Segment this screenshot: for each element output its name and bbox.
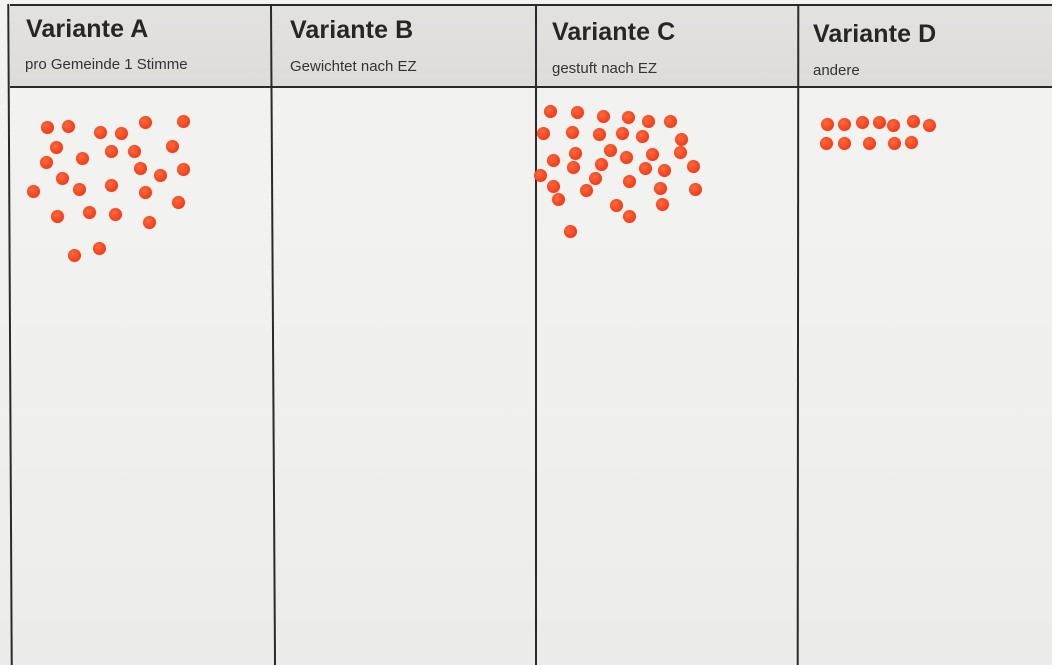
vote-sticker-dot: [658, 164, 671, 177]
vote-sticker-dot: [654, 182, 667, 195]
vote-sticker-dot: [580, 184, 593, 197]
column-c-subtitle: gestuft nach EZ: [552, 60, 658, 77]
vote-sticker-dot: [821, 118, 834, 131]
vote-sticker-dot: [656, 198, 669, 211]
vote-sticker-dot: [863, 137, 876, 150]
vote-sticker-dot: [83, 206, 96, 219]
column-divider-2: [535, 4, 537, 665]
vote-sticker-dot: [616, 127, 629, 140]
vote-sticker-dot: [166, 140, 179, 153]
vote-sticker-dot: [838, 118, 851, 131]
column-divider-3: [797, 4, 800, 665]
vote-sticker-dot: [838, 137, 851, 150]
vote-sticker-dot: [636, 130, 649, 143]
column-a-title: Variante A: [26, 15, 149, 43]
vote-sticker-dot: [664, 115, 677, 128]
column-b-title: Variante B: [290, 16, 414, 44]
vote-sticker-dot: [687, 160, 700, 173]
vote-sticker-dot: [139, 116, 152, 129]
vote-sticker-dot: [567, 161, 580, 174]
vote-sticker-dot: [177, 163, 190, 176]
top-border-line: [10, 4, 1052, 6]
vote-sticker-dot: [593, 128, 606, 141]
vote-sticker-dot: [128, 145, 141, 158]
vote-sticker-dot: [537, 127, 550, 140]
vote-sticker-dot: [623, 175, 636, 188]
vote-sticker-dot: [604, 144, 617, 157]
vote-sticker-dot: [639, 162, 652, 175]
header-divider-line: [10, 86, 1052, 88]
vote-sticker-dot: [646, 148, 659, 161]
vote-sticker-dot: [154, 169, 167, 182]
vote-sticker-dot: [571, 106, 584, 119]
vote-sticker-dot: [105, 145, 118, 158]
vote-sticker-dot: [597, 110, 610, 123]
vote-sticker-dot: [623, 210, 636, 223]
vote-sticker-dot: [93, 242, 106, 255]
vote-sticker-dot: [887, 119, 900, 132]
vote-sticker-dot: [534, 169, 547, 182]
column-d-subtitle: andere: [813, 62, 860, 79]
column-c-title: Variante C: [552, 18, 676, 46]
vote-sticker-dot: [62, 120, 75, 133]
vote-sticker-dot: [552, 193, 565, 206]
vote-sticker-dot: [905, 136, 918, 149]
vote-sticker-dot: [51, 210, 64, 223]
vote-sticker-dot: [73, 183, 86, 196]
vote-sticker-dot: [143, 216, 156, 229]
vote-sticker-dot: [94, 126, 107, 139]
vote-sticker-dot: [40, 156, 53, 169]
vote-sticker-dot: [76, 152, 89, 165]
vote-sticker-dot: [888, 137, 901, 150]
vote-sticker-dot: [172, 196, 185, 209]
vote-sticker-dot: [177, 115, 190, 128]
vote-sticker-dot: [547, 154, 560, 167]
column-a-subtitle: pro Gemeinde 1 Stimme: [25, 56, 188, 73]
column-b-subtitle: Gewichtet nach EZ: [290, 58, 417, 75]
vote-sticker-dot: [56, 172, 69, 185]
vote-sticker-dot: [620, 151, 633, 164]
vote-sticker-dot: [610, 199, 623, 212]
vote-sticker-dot: [105, 179, 118, 192]
vote-sticker-dot: [674, 146, 687, 159]
vote-sticker-dot: [873, 116, 886, 129]
vote-sticker-dot: [595, 158, 608, 171]
vote-sticker-dot: [907, 115, 920, 128]
vote-sticker-dot: [27, 185, 40, 198]
vote-sticker-dot: [547, 180, 560, 193]
vote-sticker-dot: [566, 126, 579, 139]
vote-sticker-dot: [589, 172, 602, 185]
vote-sticker-dot: [544, 105, 557, 118]
vote-sticker-dot: [109, 208, 122, 221]
vote-sticker-dot: [564, 225, 577, 238]
vote-sticker-dot: [50, 141, 63, 154]
vote-sticker-dot: [41, 121, 54, 134]
vote-sticker-dot: [134, 162, 147, 175]
vote-sticker-dot: [820, 137, 833, 150]
vote-sticker-dot: [569, 147, 582, 160]
vote-sticker-dot: [689, 183, 702, 196]
vote-sticker-dot: [642, 115, 655, 128]
vote-sticker-dot: [622, 111, 635, 124]
vote-sticker-dot: [856, 116, 869, 129]
column-divider-1: [270, 4, 276, 665]
vote-sticker-dot: [923, 119, 936, 132]
vote-sticker-dot: [115, 127, 128, 140]
column-d-title: Variante D: [813, 20, 937, 48]
left-border-line: [7, 4, 12, 665]
vote-sticker-dot: [675, 133, 688, 146]
vote-sticker-dot: [139, 186, 152, 199]
vote-sticker-dot: [68, 249, 81, 262]
